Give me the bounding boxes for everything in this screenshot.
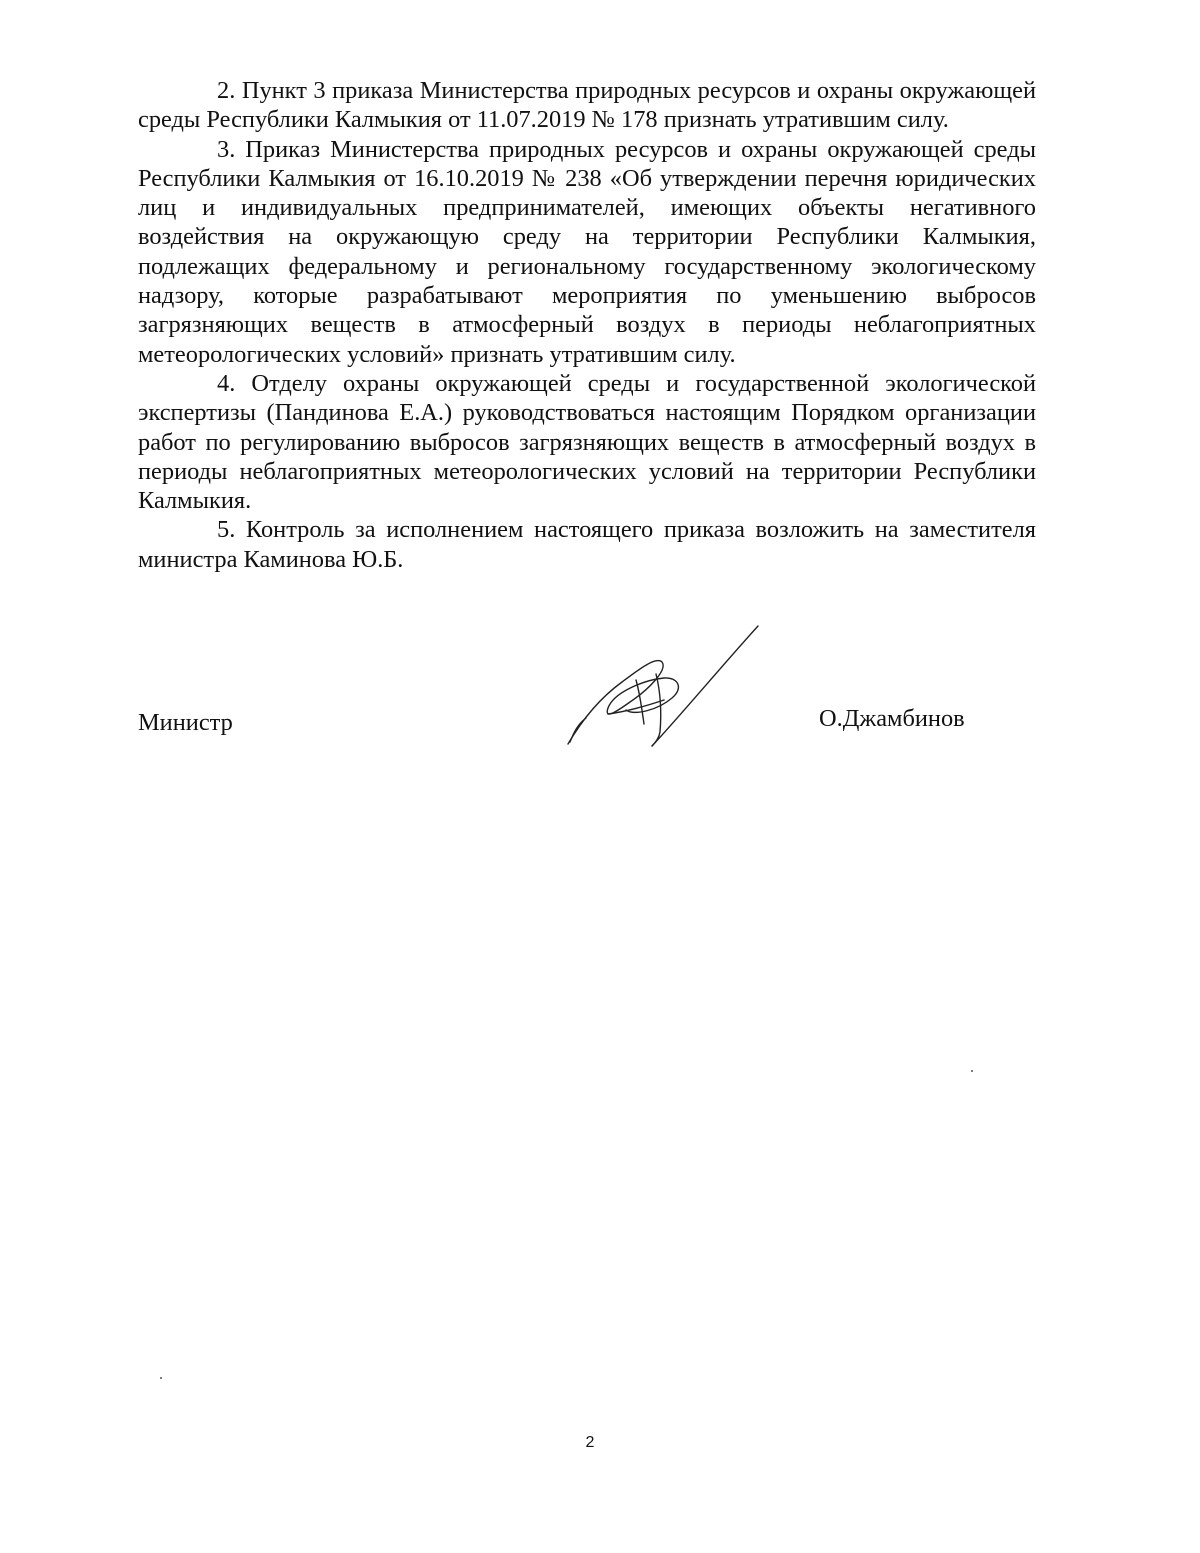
paragraph-3: 3. Приказ Министерства природных ресурсов и охраны окружающей среды Республики Калмыкия от 16.10.2019 № 238 «Об утверждении перечня юридических лиц и индивидуальных предпринимателей, имеющих объекты негативного воздействия на окружающую среду на территории Республики Калмыкия, подлежащих федеральному и региональному государственному экологическому надзору, которые разрабатывают мероприятия по уменьшению выбросов загрязняющих веществ в атмосферный воздух в периоды неблагоприятных метеорологических условий» признать утратившим силу. <box>138 135 1036 368</box>
scan-speck <box>971 1070 973 1072</box>
signatory-title: Министр <box>138 709 233 736</box>
scan-speck <box>160 1377 162 1379</box>
paragraph-5: 5. Контроль за исполнением настоящего приказа возложить на заместителя министра Каминова Ю.Б. <box>138 516 1036 573</box>
page-number: 2 <box>585 1434 595 1451</box>
signatory-name: О.Джамбинов <box>819 705 965 732</box>
document-body <box>138 76 1036 574</box>
paragraph-2: 2. Пункт 3 приказа Министерства природных ресурсов и охраны окружающей среды Республики Калмыкия от 11.07.2019 № 178 признать утратившим силу. <box>138 77 1036 134</box>
handwritten-signature <box>560 620 770 750</box>
paragraph-4: 4. Отделу охраны окружающей среды и государственной экологической экспертизы (Пандинова Е.А.) руководствоваться настоящим Порядком организации работ по регулированию выбросов загрязняющих веществ в атмосферный воздух в периоды неблагоприятных метеорологических условий на территории Республики Калмыкия. <box>138 369 1036 515</box>
